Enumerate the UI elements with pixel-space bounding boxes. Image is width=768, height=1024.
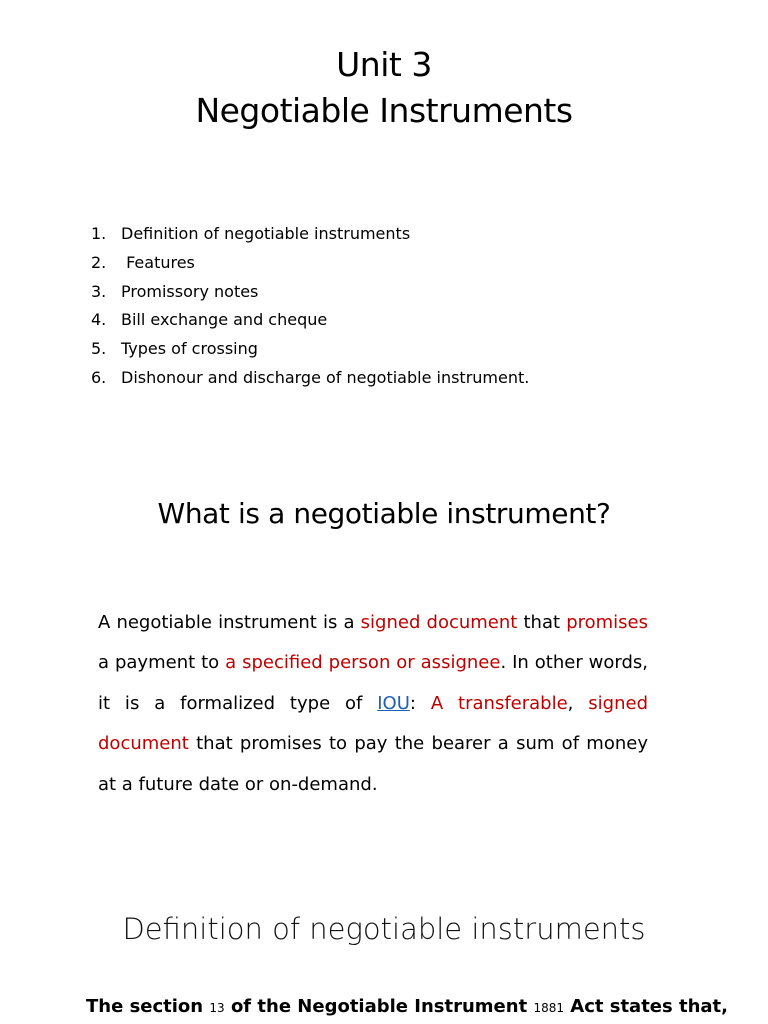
- definition-text: that promises to pay the bearer a sum of money at a future date or on-demand.: [98, 733, 648, 795]
- page-title: [0, 42, 768, 134]
- topic-list: [91, 220, 529, 393]
- definition-text: ,: [567, 692, 589, 714]
- list-item-number: 3.: [91, 281, 107, 301]
- act-section-number: 13: [209, 1001, 225, 1015]
- list-item-number: 1.: [91, 224, 107, 243]
- definition-paragraph: [98, 603, 648, 805]
- list-item-text: Bill exchange and cheque: [121, 310, 328, 330]
- list-item-text: Types of crossing: [121, 339, 258, 359]
- list-item: [91, 306, 529, 335]
- question-heading: What is a negotiable instrument?: [157, 497, 611, 530]
- act-text: Act states that,: [564, 996, 729, 1017]
- list-item-text: Dishonour and discharge of negotiable instrument.: [121, 367, 530, 387]
- definition-text: a payment to: [98, 652, 226, 674]
- list-item-text: Features: [121, 252, 195, 272]
- highlight-specified-person: a specified person or assignee: [225, 652, 501, 674]
- list-item: [91, 278, 529, 307]
- list-item-number: 2.: [91, 252, 107, 272]
- title-subject: Negotiable Instruments: [195, 91, 573, 130]
- definition-text: that: [517, 612, 567, 633]
- list-item: [91, 364, 529, 393]
- act-text: The section: [86, 996, 210, 1017]
- act-statement: [86, 993, 729, 1022]
- act-text: of the Negotiable Instrument: [224, 996, 534, 1017]
- definition-heading: Definition of negotiable instruments: [122, 912, 646, 946]
- iou-link[interactable]: IOU: [377, 692, 410, 714]
- list-item-text: Promissory notes: [121, 281, 259, 301]
- highlight-signed-document: signed document: [360, 612, 518, 633]
- title-unit: Unit 3: [336, 45, 432, 84]
- list-item-text: Definition of negotiable instruments: [121, 224, 411, 243]
- list-item-number: 5.: [91, 339, 107, 359]
- list-item: [91, 335, 529, 364]
- definition-text: :: [409, 692, 431, 714]
- highlight-promises: promises: [566, 612, 648, 633]
- definition-text: . In other words, it is a formalized type of: [98, 652, 649, 714]
- act-year: 1881: [533, 1001, 564, 1015]
- list-item: [91, 220, 529, 249]
- highlight-signed-document-2: signed document: [98, 692, 648, 755]
- highlight-transferable: A transferable: [430, 692, 568, 714]
- list-item-number: 4.: [91, 310, 107, 330]
- list-item: [91, 249, 529, 278]
- definition-text: A negotiable instrument is a: [98, 612, 361, 633]
- list-item-number: 6.: [91, 367, 107, 387]
